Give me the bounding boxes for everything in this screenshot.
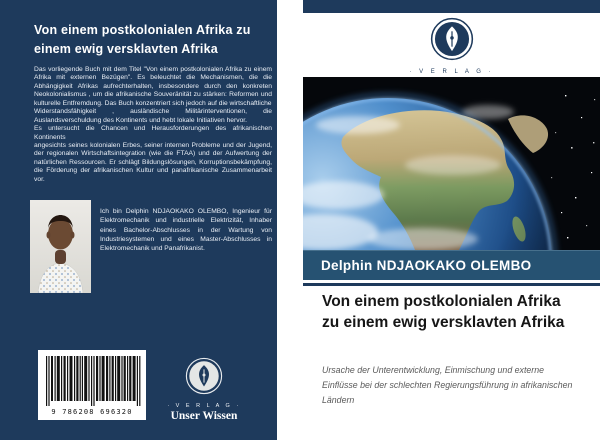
verlag-label: · V E R L A G · [167,403,241,409]
pen-nib-icon [430,17,474,61]
front-subtitle: Ursache der Unterentwicklung, Einmischung und externe Einflüsse bei der schlechten Regierungsführung in afrikanischen Ländern [322,365,573,405]
blurb-paragraph: angesichts seines kolonialen Erbes, seiner internen Probleme und der Jugend, der regionalen Wirtschaftsintegration (wie die FTAA) und der Aufwertung der natürlichen Ressourcen. Er schlägt Bildungslösungen, Korruptionsbekämpfung, die Förderung der afrikanischen Kultur und panafrikanische Zusammenarbeit vor. [34,141,272,183]
blurb-paragraph: Das vorliegende Buch mit dem Titel "Von einem postkolonialen Afrika zu einem Afrika mit externen Bezügen". Es beleuchtet die Mechanismen, die die Abhängigkeit Afrikas aufrechterhalten, insbesondere durch den konkreten Neokolonialismus , um die afrikanische Souveränität zu stärken: Reformen und kulturelle Entfremdung. Das Buch konzentriert sich jedoch auf die wirtschaftliche [34,66,272,107]
front-cover-panel [303,0,600,440]
publisher-logo-bottom [158,357,250,422]
author-name: Delphin NDJAOKAKO OLEMBO [321,258,532,273]
barcode [38,350,146,420]
front-top-bar [303,0,600,13]
barcode-digits: 9 786208 696320 [51,408,133,416]
globe-graphic [303,77,600,250]
back-cover-panel [0,0,277,440]
back-cover-title: Von einem postkolonialen Afrika zu einem ewig versklavten Afrika [34,23,251,56]
back-cover-blurb [34,66,272,184]
barcode-bars [42,354,142,416]
verlag-label: · V E R L A G · [409,69,494,75]
author-bio: Ich bin Delphin NDJAOKAKO OLEMBO, Ingenieur für Elektromechanik und industrielle Elektrizität, Inhaber eines Bachelor-Abschlusses in der Wartung von Industriesystemen und eines Master-Abschlusses in Elektromechanik und Panafrikanist. [100,208,272,252]
author-name-band [303,250,600,280]
author-photo [30,200,91,293]
publisher-name: Unser Wissen [170,410,238,422]
divider-line [303,283,600,286]
earth-image [303,77,600,250]
blurb-paragraph: Es untersucht die Chancen und Herausforderungen des afrikanischen Kontinents [34,125,272,141]
blurb-paragraph: Widerstandsfähigkeit , ausländische Militärinterventionen, die Auslandsverschuldung des Kontinents und hebt lokale Initiativen hervor. [34,108,272,124]
pen-nib-icon [185,357,223,395]
front-title: Von einem postkolonialen Afrika zu einem ewig versklavten Afrika [322,293,565,332]
